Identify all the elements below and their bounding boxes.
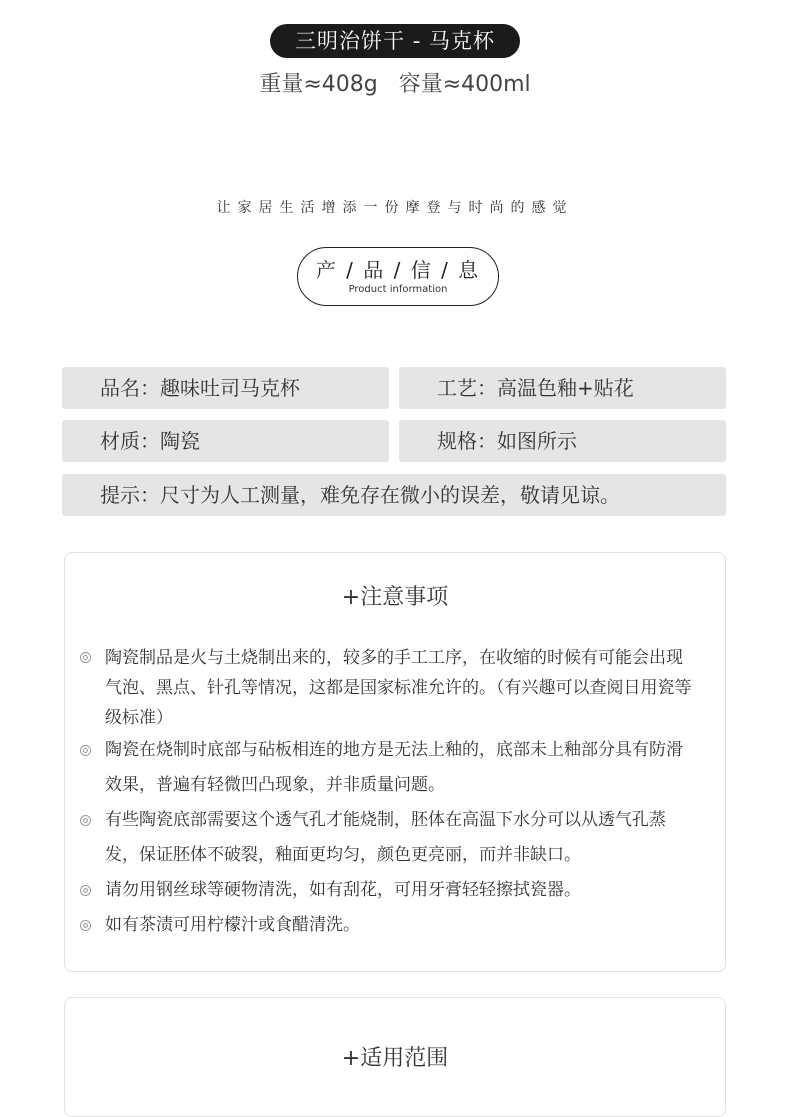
list-item [65, 733, 725, 803]
double-circle-bullet-icon [80, 652, 91, 663]
usage-card [64, 997, 726, 1117]
list-item [65, 873, 725, 908]
note-text: 陶瓷在烧制时底部与砧板相连的地方是无法上釉的，底部未上釉部分具有防滑效果，普遍有轻微凹凸现象，并非质量问题。 [105, 740, 683, 795]
double-circle-bullet-icon [80, 815, 91, 826]
product-info-heading [297, 247, 499, 306]
info-cell-spec: 规格：如图所示 [399, 420, 726, 462]
product-spec: 重量≈408g 容量≈400ml [259, 72, 531, 97]
list-item [65, 643, 725, 733]
double-circle-bullet-icon [80, 885, 91, 896]
notes-card [64, 552, 726, 972]
list-item [65, 803, 725, 873]
slogan: 让家居生活增添一份摩登与时尚的感觉 [216, 200, 574, 216]
product-title-badge: 三明治饼干 - 马克杯 [270, 24, 520, 58]
info-cell-craft: 工艺：高温色釉+贴花 [399, 367, 726, 409]
info-cell-material: 材质：陶瓷 [62, 420, 389, 462]
double-circle-bullet-icon [80, 745, 91, 756]
usage-title: +适用范围 [341, 1046, 449, 1071]
info-cell-tip: 提示：尺寸为人工测量，难免存在微小的误差，敬请见谅。 [62, 474, 726, 516]
double-circle-bullet-icon [80, 920, 91, 931]
product-info-title-en: Product information [348, 284, 448, 295]
info-cell-name: 品名：趣味吐司马克杯 [62, 367, 389, 409]
note-text: 如有茶渍可用柠檬汁或食醋清洗。 [105, 915, 360, 935]
note-text: 请勿用钢丝球等硬物清洗，如有刮花，可用牙膏轻轻擦拭瓷器。 [105, 880, 581, 900]
product-info-title-cn: 产 / 品 / 信 / 息 [315, 258, 481, 282]
notes-title: +注意事项 [341, 585, 449, 610]
note-text: 陶瓷制品是火与土烧制出来的，较多的手工工序，在收缩的时候有可能会出现气泡、黑点、针孔等情况，这都是国家标准允许的。（有兴趣可以查阅日用瓷等级标准） [105, 648, 692, 728]
notes-list [65, 643, 725, 943]
list-item [65, 908, 725, 943]
note-text: 有些陶瓷底部需要这个透气孔才能烧制，胚体在高温下水分可以从透气孔蒸发，保证胚体不破裂，釉面更均匀，颜色更亮丽，而并非缺口。 [105, 810, 666, 865]
